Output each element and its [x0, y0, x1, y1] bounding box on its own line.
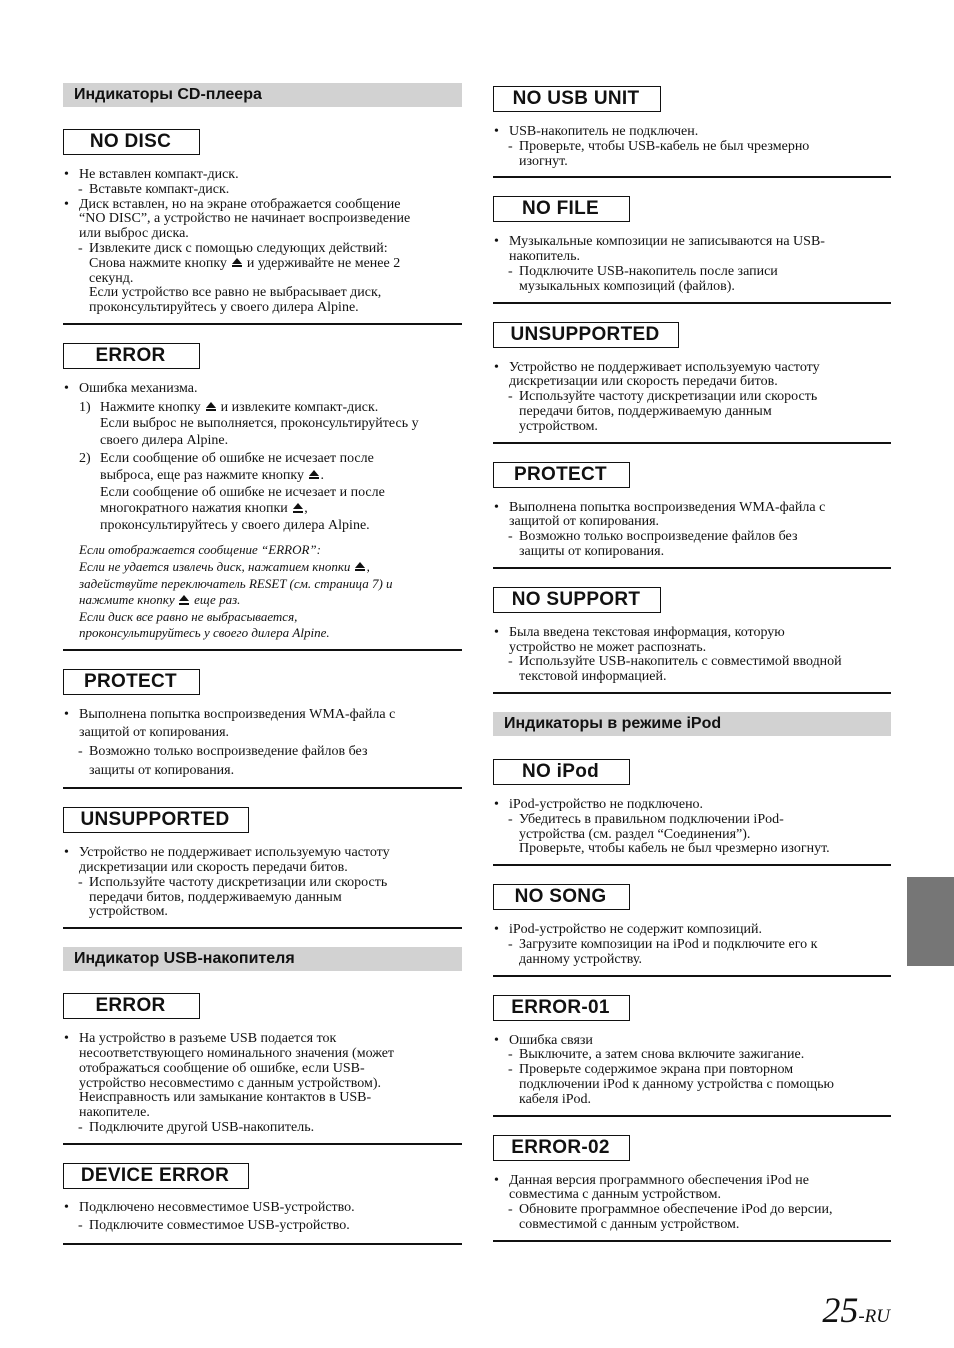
indicator-no-file: [493, 196, 891, 303]
text-line: текстовой информацией.: [519, 669, 667, 685]
indicator-no-usb-unit: [493, 86, 891, 178]
bullet-item: • Данная версия программного обеспечения iPod не: [493, 1174, 891, 1189]
bullet-item: • USB-накопитель не подключен.: [493, 125, 891, 140]
text-line: устройство несовместимо с данным устройством).: [79, 1075, 381, 1091]
indicator-tag: ERROR-02: [493, 1135, 630, 1161]
bullet-item: • iPod-устройство не подключено.: [493, 798, 891, 813]
indicator-tag: NO SONG: [493, 884, 630, 910]
indicator-tag: UNSUPPORTED: [63, 807, 249, 833]
numbered-item: 1) Нажмите кнопку и извлеките компакт-диск.: [79, 399, 379, 415]
dash-item: - Проверьте содержимое экрана при повторном: [493, 1063, 891, 1078]
text-line: накопитель.: [509, 249, 580, 265]
bullet-item: • Музыкальные композиции не записываются на USB-: [493, 235, 891, 250]
section-header-cd: Индикаторы CD-плеера: [63, 83, 462, 107]
section-header-usb: Индикатор USB-накопителя: [63, 947, 462, 971]
note-line: Если не удается извлечь диск, нажатием кнопки ,: [79, 558, 370, 574]
indicator-tag: PROTECT: [493, 462, 630, 488]
dash-item: - Извлеките диск с помощью следующих действий:: [63, 242, 462, 257]
indicator-device-error: [63, 1163, 462, 1245]
text-line: секунд.: [89, 270, 134, 286]
indicator-error-01: [493, 995, 891, 1117]
text-line: выброса, еще раз нажмите кнопку .: [100, 467, 324, 483]
indicator-no-ipod: [493, 759, 891, 866]
indicator-unsupported-usb: [493, 322, 891, 444]
text-line: устройства (см. раздел “Соединения”).: [519, 826, 751, 842]
text-line: передачи битов, поддерживаемую данным: [519, 403, 772, 419]
indicator-no-disc: [63, 129, 462, 325]
dash-item: - Проверьте, чтобы USB-кабель не был чрезмерно: [493, 140, 891, 155]
text-line: или выброс диска.: [79, 226, 189, 242]
indicator-unsupported-cd: [63, 807, 462, 929]
indicator-tag: NO DISC: [63, 129, 200, 155]
text-line: дискретизации или скорость передачи битов.: [509, 374, 778, 390]
bullet-item: • Ошибка связи: [493, 1034, 891, 1049]
bullet-item: • Подключено несовместимое USB-устройство.: [63, 1199, 462, 1218]
text-line: устройством.: [519, 418, 598, 434]
text-line: Снова нажмите кнопку и удерживайте не менее 2: [89, 255, 401, 271]
eject-icon: [292, 503, 303, 513]
indicator-protect-cd: [63, 669, 462, 789]
bullet-item: • iPod-устройство не содержит композиций.: [493, 923, 891, 938]
right-column: [493, 86, 891, 1260]
indicator-no-support: [493, 587, 891, 694]
eject-icon: [309, 470, 320, 480]
side-tab-marker: [907, 877, 954, 966]
numbered-item: 2) Если сообщение об ошибке не исчезает после: [79, 451, 374, 467]
text-line: кабеля iPod.: [519, 1091, 592, 1107]
text-line: несоответствующего номинального значения (может: [79, 1046, 395, 1062]
text-line: защитой от копирования.: [509, 514, 660, 530]
text-line: дискретизации или скорость передачи битов.: [79, 860, 348, 876]
indicator-tag: NO SUPPORT: [493, 587, 661, 613]
text-line: совместимой с данным устройством.: [519, 1216, 740, 1232]
eject-icon: [231, 258, 242, 268]
text-line: изогнут.: [519, 153, 568, 169]
text-line: проконсультируйтесь у своего дилера Alpine.: [89, 300, 359, 316]
text-line: проконсультируйтесь у своего дилера Alpine.: [100, 517, 370, 533]
text-line: многократного нажатия кнопки ,: [100, 501, 308, 517]
indicator-tag: ERROR: [63, 343, 200, 369]
indicator-tag: DEVICE ERROR: [63, 1163, 249, 1189]
dash-item: - Подключите USB-накопитель после записи: [493, 265, 891, 280]
bullet-item: • Ошибка механизма.: [63, 381, 462, 398]
text-line: накопителе.: [79, 1105, 150, 1121]
text-line: Если сообщение об ошибке не исчезает и после: [100, 484, 385, 500]
dash-item: - Подключите совместимое USB-устройство.: [63, 1217, 462, 1236]
text-line: “NO DISC”, а устройство не начинает воспроизведение: [79, 211, 411, 227]
text-line: своего дилера Alpine.: [100, 432, 229, 448]
left-column: [63, 83, 462, 1263]
note-line: задействуйте переключатель RESET (см. страница 7) и: [79, 575, 393, 591]
indicator-tag: NO FILE: [493, 196, 630, 222]
page-number: 25-RU: [822, 1290, 890, 1330]
bullet-item: • Выполнена попытка воспроизведения WMA-файла с: [63, 706, 462, 725]
dash-item: - Возможно только воспроизведение файлов без: [493, 530, 891, 545]
text-line: Проверьте, чтобы кабель не был чрезмерно изогнут.: [519, 841, 830, 857]
indicator-tag: ERROR: [63, 993, 200, 1019]
text-line: Если выброс не выполняется, проконсультируйтесь у: [100, 416, 419, 432]
text-line: защитой от копирования.: [79, 725, 230, 741]
dash-item: - Возможно только воспроизведение файлов без: [63, 743, 462, 762]
dash-item: - Используйте частоту дискретизации или скорость: [493, 390, 891, 405]
text-line: Неисправность или замыкание контактов в USB-: [79, 1090, 372, 1106]
text-line: совместима с данным устройством.: [509, 1187, 722, 1203]
bullet-item: • Устройство не поддерживает используемую частоту: [493, 361, 891, 376]
indicator-tag: NO iPod: [493, 759, 630, 785]
indicator-error-cd: [63, 343, 462, 651]
indicator-tag: PROTECT: [63, 669, 200, 695]
dash-item: - Убедитесь в правильном подключении iPod-: [493, 813, 891, 828]
indicator-error-usb: [63, 993, 462, 1145]
eject-icon: [355, 562, 366, 572]
bullet-item: • Выполнена попытка воспроизведения WMA-файла с: [493, 501, 891, 516]
note-line: Если диск все равно не выбрасывается,: [79, 608, 298, 624]
text-line: защиты от копирования.: [519, 543, 665, 559]
text-line: передачи битов, поддерживаемую данным: [89, 889, 342, 905]
note-line: нажмите кнопку еще раз.: [79, 592, 241, 608]
dash-item: - Выключите, а затем снова включите зажигание.: [493, 1048, 891, 1063]
note-line: проконсультируйтесь у своего дилера Alpine.: [79, 625, 330, 641]
note-line: Если отображается сообщение “ERROR”:: [79, 542, 321, 558]
dash-item: - Используйте частоту дискретизации или скорость: [63, 876, 462, 891]
indicator-protect-usb: [493, 462, 891, 569]
bullet-item: • На устройство в разъеме USB подается ток: [63, 1032, 462, 1047]
bullet-item: • Не вставлен компакт-диск.: [63, 168, 462, 183]
bullet-item: • Устройство не поддерживает используемую частоту: [63, 846, 462, 861]
text-line: защиты от копирования.: [89, 762, 235, 778]
dash-item: - Используйте USB-накопитель с совместимой вводной: [493, 655, 891, 670]
indicator-tag: UNSUPPORTED: [493, 322, 679, 348]
eject-icon: [179, 595, 190, 605]
eject-icon: [205, 402, 216, 412]
text-line: устройство не может распознать.: [509, 639, 707, 655]
dash-item: - Вставьте компакт-диск.: [63, 183, 462, 198]
indicator-error-02: [493, 1135, 891, 1242]
text-line: данному устройству.: [519, 951, 642, 967]
bullet-item: • Была введена текстовая информация, которую: [493, 626, 891, 641]
indicator-no-song: [493, 884, 891, 976]
text-line: устройством.: [89, 904, 168, 920]
dash-item: - Подключите другой USB-накопитель.: [63, 1121, 462, 1136]
dash-item: - Обновите программное обеспечение iPod до версии,: [493, 1203, 891, 1218]
section-header-ipod: Индикаторы в режиме iPod: [493, 712, 891, 736]
bullet-item: • Диск вставлен, но на экране отображается сообщение: [63, 198, 462, 213]
text-line: Если устройство все равно не выбрасывает диск,: [89, 285, 382, 301]
text-line: подключении iPod к данному устройства с помощью: [519, 1076, 834, 1092]
indicator-tag: ERROR-01: [493, 995, 630, 1021]
text-line: музыкальных композиций (файлов).: [519, 278, 735, 294]
text-line: отображаться сообщение об ошибке, если USB-: [79, 1060, 365, 1076]
dash-item: - Загрузите композиции на iPod и подключите его к: [493, 938, 891, 953]
indicator-tag: NO USB UNIT: [493, 86, 661, 112]
